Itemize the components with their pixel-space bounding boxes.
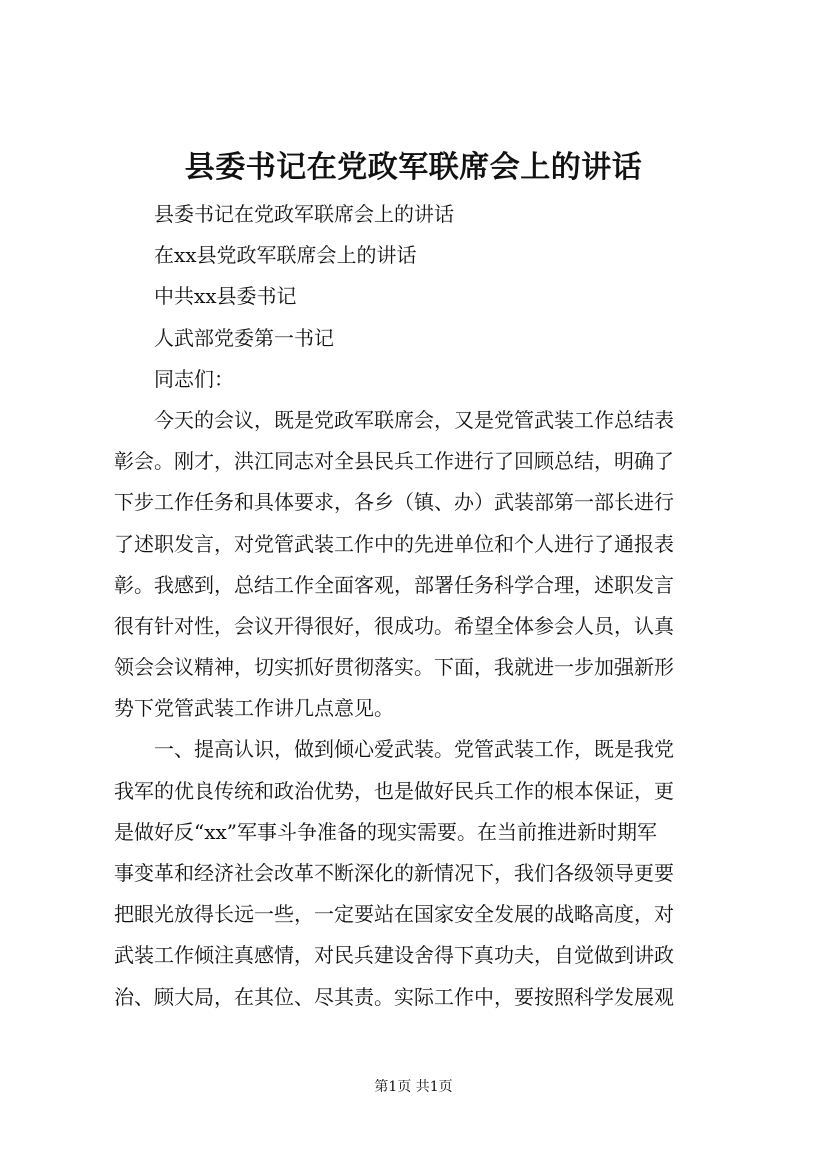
text-line: 事变革和经济社会改革不断深化的新情况下，我们各级领导更要 [114,861,674,885]
page-footer: 第1页 共1页 [374,1079,453,1095]
text-line: 同志们： [154,366,234,391]
text-line: 彰会。刚才，洪江同志对全县民兵工作进行了回顾总结，明确了 [114,449,674,474]
text-line: 势下党管武装工作讲几点意见。 [114,696,394,721]
paragraph-start: 一、提高认识，做到倾心爱武装。党管武装工作，既是我党 [154,737,674,762]
text-line: 武装工作倾注真感情，对民兵建设舍得下真功夫，自觉做到讲政 [114,943,674,968]
text-line: 领会会议精神，切实抓好贯彻落实。下面，我就进一步加强新形 [114,655,674,680]
text-line: 了述职发言，对党管武装工作中的先进单位和个人进行了通报表 [114,531,674,556]
text-line: 下步工作任务和具体要求，各乡（镇、办）武装部第一部长进行 [114,490,674,515]
text-line: 中共xx县委书记 [154,284,297,309]
text-line: 人武部党委第一书记 [154,325,334,350]
text-line: 在xx县党政军联席会上的讲话 [154,243,417,268]
text-line: 很有针对性，会议开得很好，很成功。希望全体参会人员，认真 [114,613,674,638]
text-line: 我军的优良传统和政治优势，也是做好民兵工作的根本保证，更 [114,778,674,803]
text-line: 县委书记在党政军联席会上的讲话 [154,202,454,226]
text-line: 把眼光放得长远一些，一定要站在国家安全发展的战略高度，对 [114,902,674,927]
document-title: 县委书记在党政军联席会上的讲话 [184,150,643,185]
text-line: 是做好反“xx”军事斗争准备的现实需要。在当前推进新时期军 [114,819,658,844]
text-line: 彰。我感到，总结工作全面客观，部署任务科学合理，述职发言 [114,572,674,597]
document-body [114,194,726,1018]
text-line: 治、顾大局，在其位、尽其责。实际工作中，要按照科学发展观 [114,984,674,1009]
paragraph-start: 今天的会议，既是党政军联席会，又是党管武装工作总结表 [154,407,674,432]
